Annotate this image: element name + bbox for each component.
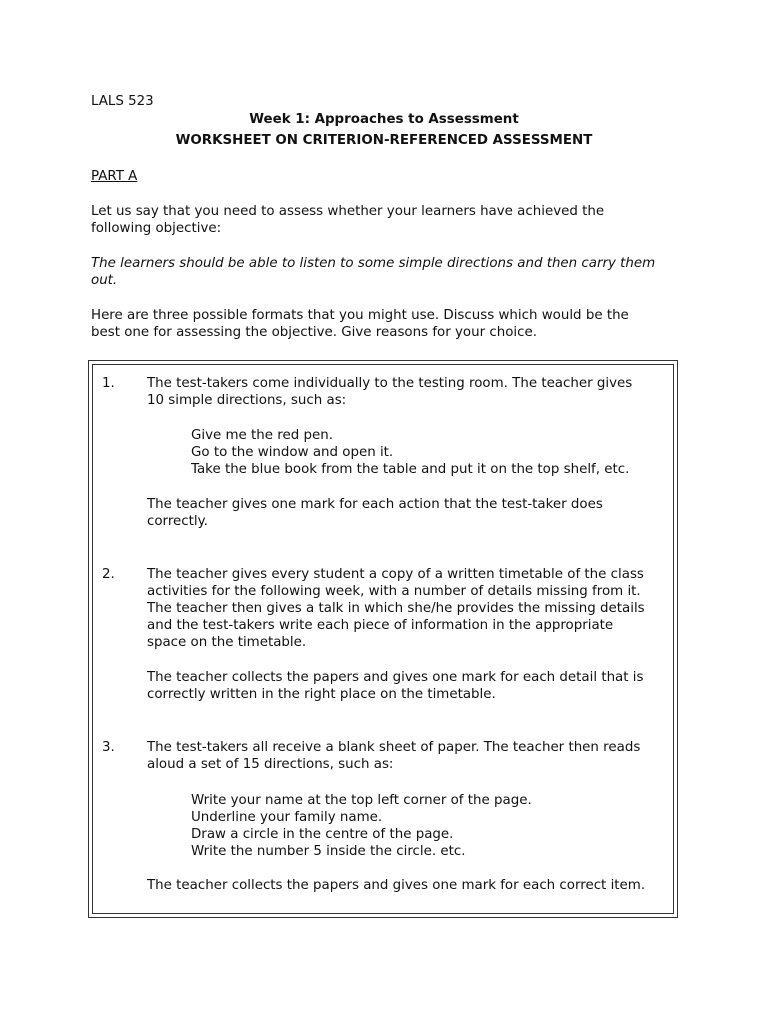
- format-2-desc-line: The teacher gives every student a copy of a written timetable of the class: [147, 567, 644, 582]
- prompt-line-1: Here are three possible formats that you might use. Discuss which would be the: [91, 308, 629, 323]
- format-3-marking-line: The teacher collects the papers and gives one mark for each correct item.: [147, 878, 646, 893]
- format-3-direction: Underline your family name.: [191, 810, 383, 825]
- format-2-desc-line: space on the timetable.: [147, 635, 307, 650]
- format-2-marking-line: The teacher collects the papers and gives one mark for each detail that is: [147, 670, 644, 685]
- format-2-number: 2.: [102, 567, 115, 582]
- format-3-number: 3.: [102, 740, 115, 755]
- format-1-desc-line: The test-takers come individually to the testing room. The teacher gives: [147, 376, 633, 391]
- intro-line-1: Let us say that you need to assess whether your learners have achieved the: [91, 204, 605, 219]
- format-3-direction: Write the number 5 inside the circle. etc.: [191, 844, 466, 859]
- objective-line-2: out.: [91, 273, 118, 288]
- worksheet-title: WORKSHEET ON CRITERION-REFERENCED ASSESSMENT: [175, 133, 593, 148]
- format-2-desc-line: The teacher then gives a talk in which she/he provides the missing details: [147, 601, 645, 616]
- format-1-desc-line: 10 simple directions, such as:: [147, 393, 347, 408]
- format-1-marking-line: The teacher gives one mark for each action that the test-taker does: [147, 497, 603, 512]
- format-1-direction: Give me the red pen.: [191, 428, 333, 443]
- week-title: Week 1: Approaches to Assessment: [249, 112, 519, 127]
- format-2-marking-line: correctly written in the right place on the timetable.: [147, 687, 496, 702]
- part-a-heading: PART A: [91, 169, 138, 184]
- format-3-desc-line: aloud a set of 15 directions, such as:: [147, 757, 394, 772]
- format-3-desc-line: The test-takers all receive a blank sheet of paper. The teacher then reads: [147, 740, 641, 755]
- format-3-direction: Write your name at the top left corner of the page.: [191, 793, 532, 808]
- objective-line-1: The learners should be able to listen to some simple directions and then carry them: [91, 256, 656, 271]
- format-2-desc-line: and the test-takers write each piece of information in the appropriate: [147, 618, 614, 633]
- format-2-desc-line: activities for the following week, with a number of details missing from it.: [147, 584, 641, 599]
- format-3-direction: Draw a circle in the centre of the page.: [191, 827, 454, 842]
- course-code: LALS 523: [91, 94, 154, 109]
- intro-line-2: following objective:: [91, 221, 222, 236]
- format-1-direction: Take the blue book from the table and put it on the top shelf, etc.: [191, 462, 630, 477]
- format-1-direction: Go to the window and open it.: [191, 445, 394, 460]
- prompt-line-2: best one for assessing the objective. Give reasons for your choice.: [91, 325, 537, 340]
- format-1-number: 1.: [102, 376, 115, 391]
- format-1-marking-line: correctly.: [147, 514, 208, 529]
